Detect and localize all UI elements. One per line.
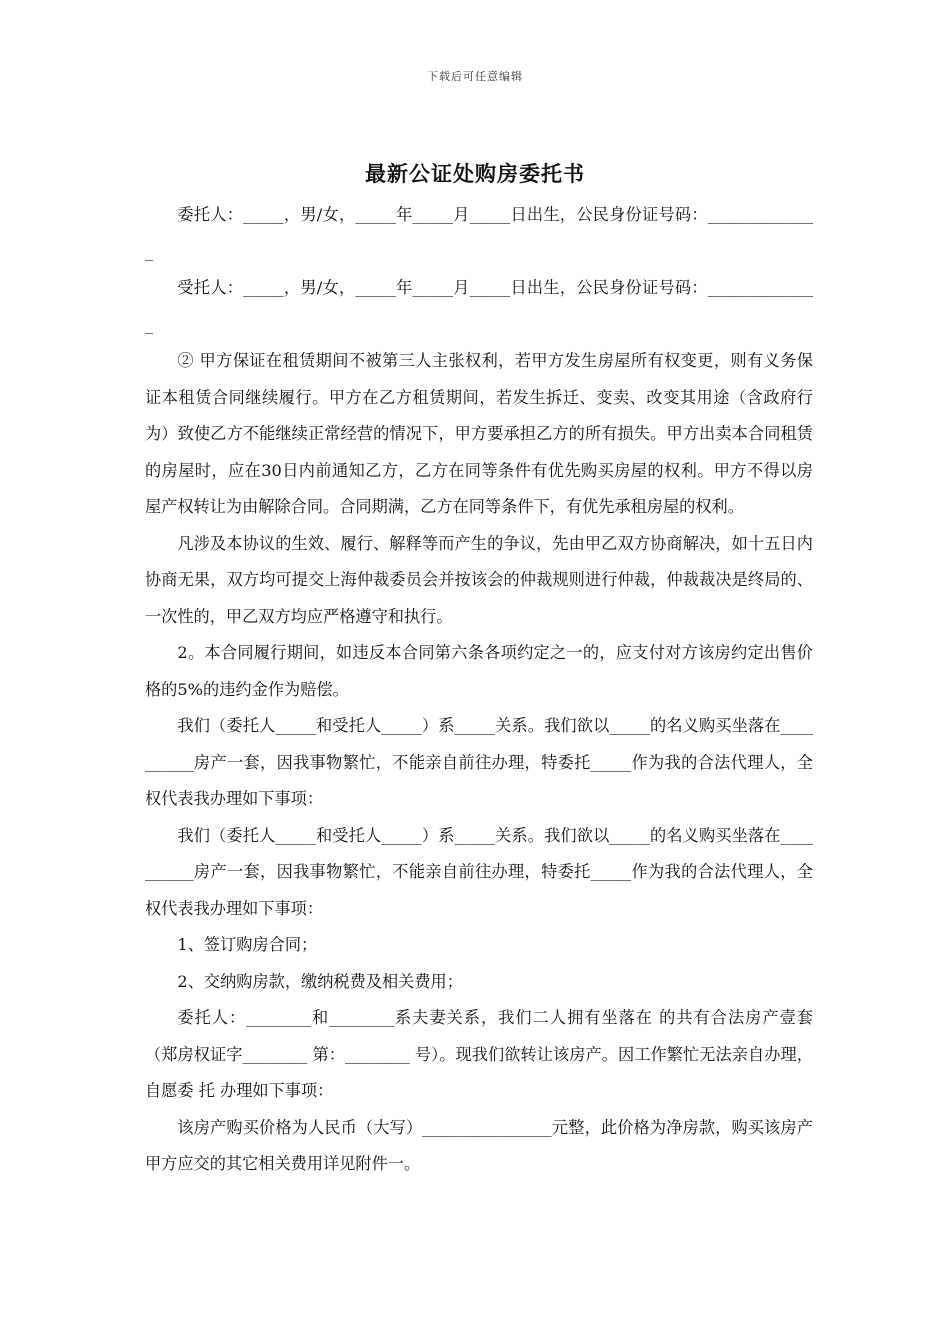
list-item-sign-contract: 1、签订购房合同； bbox=[177, 935, 318, 954]
paragraph-agent: 受托人：_____，男/女，_____年_____月_____日出生，公民身份证号码：______________ bbox=[145, 278, 813, 334]
paragraph-penalty: 2。本合同履行期间，如违反本合同第六条各项约定之一的，应支付对方该房约定出售价格的5%的违约金作为赔偿。 bbox=[145, 643, 813, 699]
paragraph-lease-guarantee: ② 甲方保证在租赁期间不被第三人主张权利，若甲方发生房屋所有权变更，则有义务保证本租赁合同继续履行。甲方在乙方租赁期间，若发生拆迁、变卖、改变其用途（含政府行为）致使乙方不能继续正常经营的情况下，甲方要承担乙方的所有损失。甲方出卖本合同租赁的房屋时，应在30日内前通知乙方，乙方在同等条件有优先购买房屋的权利。甲方不得以房屋产权转让为由解除合同。合同期满，乙方在同等条件下，有优先承租房屋的权利。 bbox=[145, 351, 813, 516]
paragraph-price: 该房产购买价格为人民币（大写）________________元整，此价格为净房款，购买该房产甲方应交的其它相关费用详见附件一。 bbox=[145, 1117, 813, 1173]
document-title: 最新公证处购房委托书 bbox=[365, 161, 585, 186]
header-note: 下载后可任意编辑 bbox=[427, 70, 523, 83]
paragraph-delegation-1: 我们（委托人_____和受托人_____）系_____关系。我们欲以_____的名义购买坐落在__________房产一套，因我事物繁忙，不能亲自前往办理，特委托_____作为我的合法代理人，全权代表我办理如下事项： bbox=[145, 716, 813, 808]
paragraph-dispute: 凡涉及本协议的生效、履行、解释等而产生的争议，先由甲乙双方协商解决，如十五日内协商无果，双方均可提交上海仲裁委员会并按该会的仲裁规则进行仲裁，仲裁裁决是终局的、一次性的，甲乙双方均应严格遵守和执行。 bbox=[145, 533, 813, 626]
paragraph-principal: 委托人：_____，男/女，_____年_____月_____日出生，公民身份证号码：______________ bbox=[145, 205, 813, 261]
paragraph-couple: 委托人：________和________系夫妻关系，我们二人拥有坐落在 的共有合法房产壹套（郑房权证字________ 第：________ 号）。现我们欲转让该房产。因工作繁忙无法亲自办理，自愿委 托 办理如下事项： bbox=[145, 1008, 813, 1100]
paragraph-delegation-2: 我们（委托人_____和受托人_____）系_____关系。我们欲以_____的名义购买坐落在__________房产一套，因我事物繁忙，不能亲自前往办理，特委托_____作为我的合法代理人，全权代表我办理如下事项： bbox=[145, 825, 813, 918]
document-body bbox=[145, 197, 813, 1183]
list-item-pay: 2、交纳购房款，缴纳税费及相关费用； bbox=[177, 971, 463, 991]
